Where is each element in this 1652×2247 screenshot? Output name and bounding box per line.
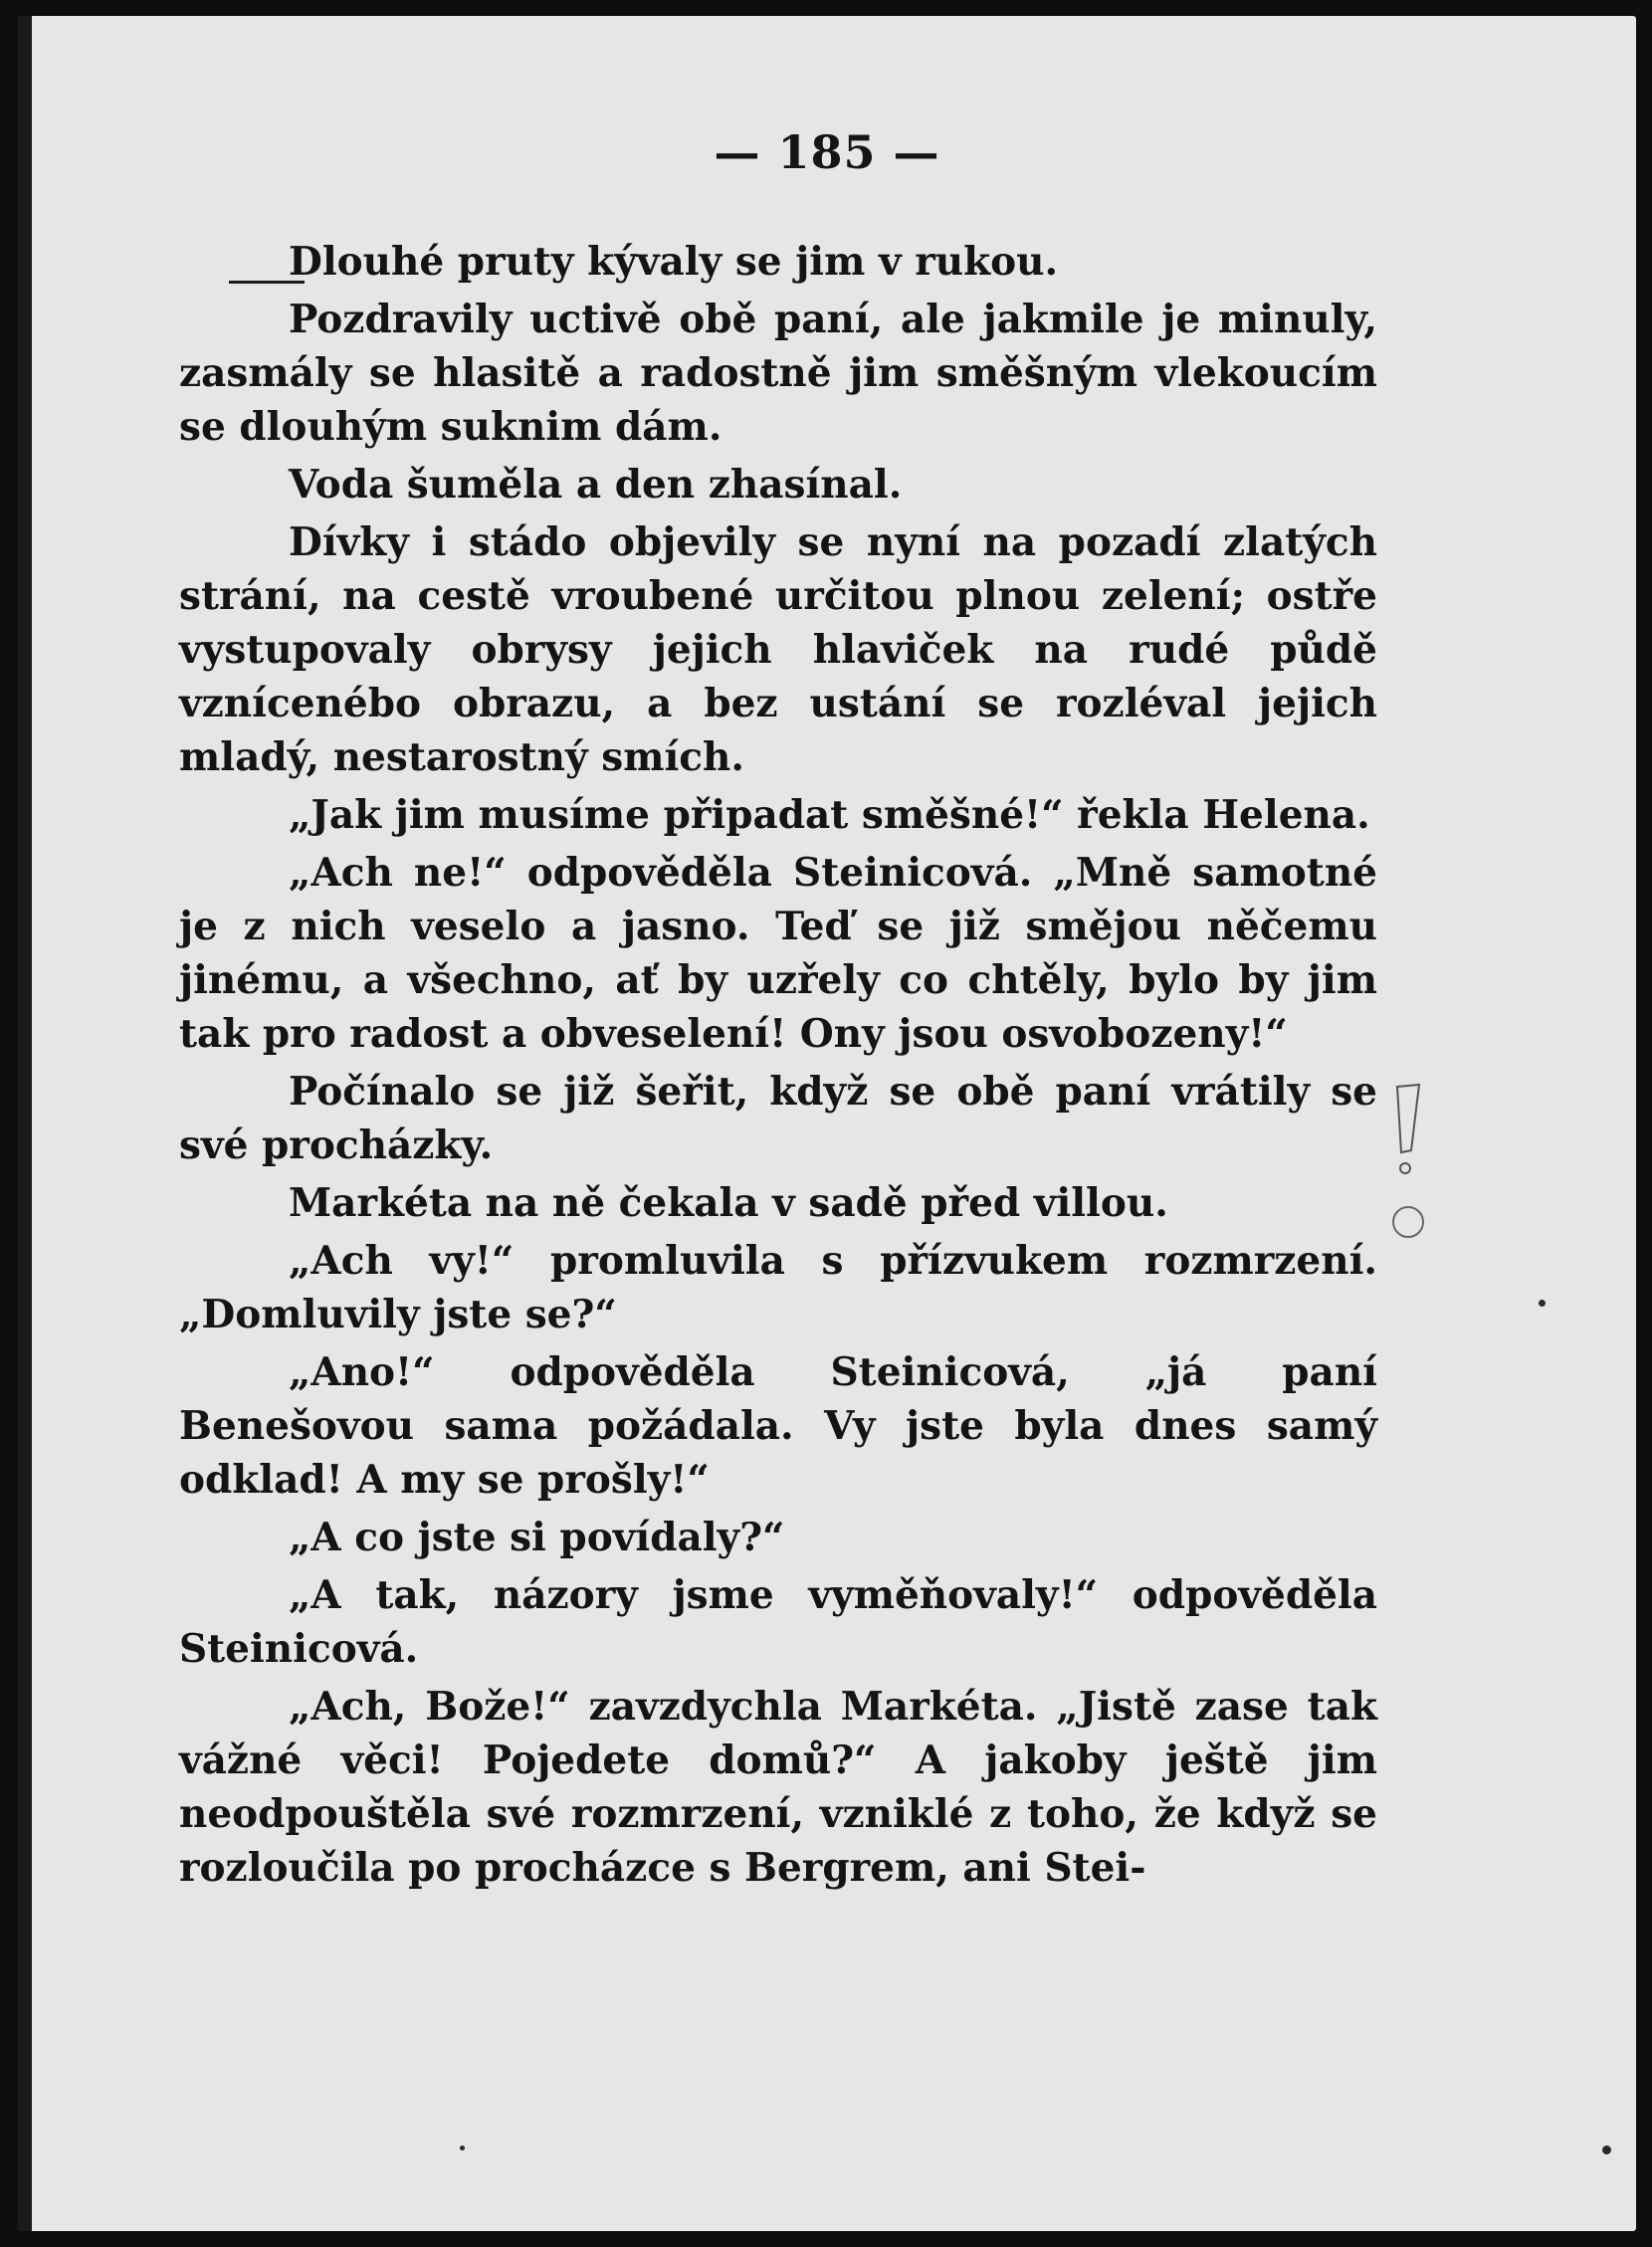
paragraph: „Ach ne!“ odpověděla Steinicová. „Mně samotné je z nich veselo a jasno. Teď se již smějou něčemu jinému, a všechno, ať by uzřely co chtěly, bylo by jim tak pro radost a obveselení! Ony jsou osvobozeny!“ [179, 850, 1377, 1057]
paper-speck [460, 2145, 465, 2150]
paragraph: Dívky i stádo objevily se nyní na pozadí zlatých strání, na cestě vroubené určitou plnou zelení; ostře vystupovaly obrysy jejich hlaviček na rudé půdě vznícenébo obrazu, a bez ustání se rozléval jejich mladý, nestarostný smích. [179, 519, 1377, 780]
paragraph: Pozdravily uctivě obě paní, ale jakmile je minuly, zasmály se hlasitě a radostně jim směšným vlekoucím se dlouhým suknim dám. [179, 297, 1377, 450]
paragraph: „A co jste si povídaly?“ [289, 1515, 785, 1560]
book-page [18, 16, 1636, 2231]
pencil-exclamation-mark [1391, 1081, 1425, 1180]
paragraph: Markéta na ně čekala v sadě před villou. [289, 1180, 1168, 1226]
paper-speck [1602, 2145, 1611, 2154]
binding-edge [18, 16, 32, 2231]
page-number: — 185 — [714, 125, 940, 179]
paragraph: „A tak, názory jsme vyměňovaly!“ odpověděla Steinicová. [179, 1572, 1377, 1672]
paragraph: Dlouhé pruty kývaly se jim v rukou. [289, 239, 1059, 285]
body-text [179, 235, 1377, 1899]
paragraph: Voda šuměla a den zhasínal. [289, 462, 903, 508]
paragraph: „Ach vy!“ promluvila s přízvukem rozmrzení. „Domluvily jste se?“ [179, 1238, 1377, 1337]
paragraph: „Jak jim musíme připadat směšné!“ řekla Helena. [289, 792, 1370, 838]
paragraph: Počínalo se již šeřit, když se obě paní vrátily se své procházky. [179, 1069, 1377, 1168]
paper-speck [1539, 1300, 1546, 1307]
paragraph: „Ach, Bože!“ zavzdychla Markéta. „Jistě zase tak vážné věci! Pojedete domů?“ A jakoby ještě jim neodpouštěla své rozmrzení, vzniklé z toho, že když se rozloučila po procházce s Bergrem, ani Stei- [179, 1684, 1377, 1891]
pencil-circle-mark [1386, 1200, 1430, 1244]
paragraph: „Ano!“ odpověděla Steinicová, „já paní Benešovou sama požádala. Vy jste byla dnes samý odklad! A my se prošly!“ [179, 1349, 1377, 1503]
